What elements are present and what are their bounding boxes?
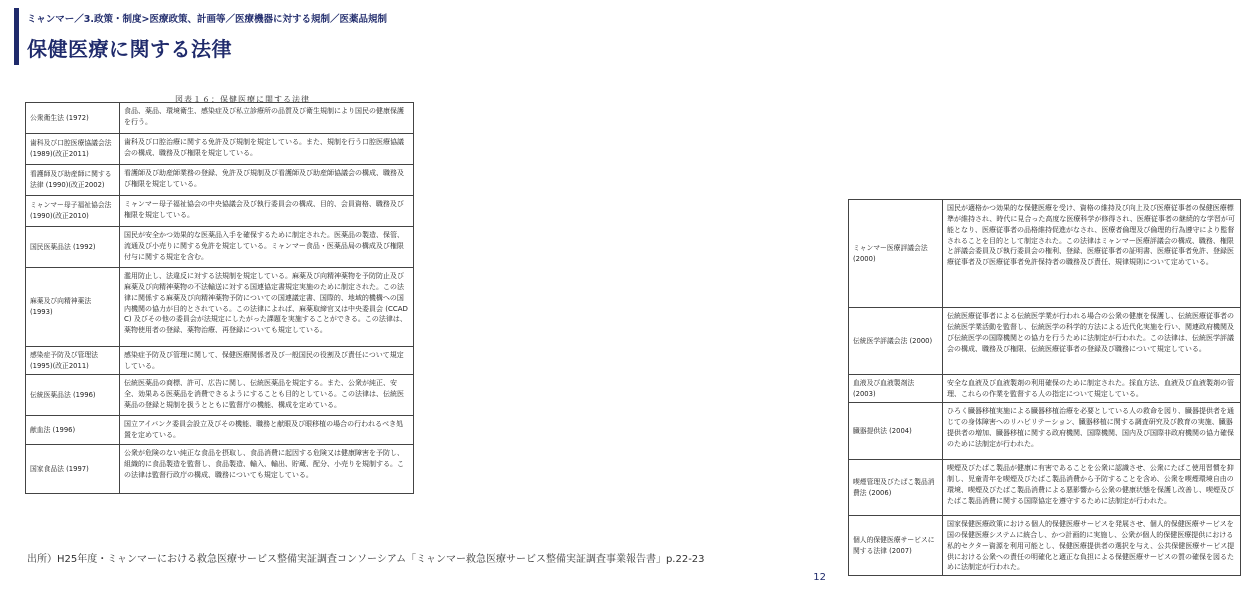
table-row <box>26 196 414 227</box>
law-name: 感染症予防及び管理法 (1995)(改正2011) <box>26 347 120 375</box>
title-accent-bar <box>14 8 19 65</box>
law-description: 喫煙及びたばこ製品が健康に有害であることを公衆に認識させ、公衆にたばこ使用習慣を抑制し、児童青年を喫煙及びたばこ製品消費から予防することを含め、公衆を喫煙環境自由の環境、喫煙及びたばこ製品消費による悪影響から公衆の健康状態を保護し改善し、喫煙及びたばこ製品消費に関する国際協定を遵守するために法制定が行われた。 <box>947 464 1234 505</box>
law-name: 血液及び血液製剤法 (2003) <box>849 375 943 403</box>
table-row <box>26 103 414 134</box>
law-description: 食品、薬品、環境衛生、感染症及び私立診療所の品質及び衛生規制により国民の健康保護を行う。 <box>124 107 404 126</box>
law-name: 喫煙管理及びたばこ製品消費法 (2006) <box>849 460 943 516</box>
law-description: 歯科及び口腔治療に関する免許及び規制を規定している。また、規制を行う口腔医療協議会の構成、職務及び権限を規定している。 <box>124 138 404 157</box>
law-name: 国家食品法 (1997) <box>26 445 120 494</box>
law-description: 看護師及び助産師業務の登録、免許及び規制及び看護師及び助産師協議会の構成、職務及び権限を規定している。 <box>124 169 404 188</box>
law-table-left <box>25 102 414 494</box>
table-row <box>26 134 414 165</box>
table-row <box>849 200 1241 308</box>
law-description: 国立アイバンク委員会設立及びその機能、職務と献眼及び眼移植の場合の行われるべき処置を定めている。 <box>124 420 404 439</box>
law-description: ひろく臓器移植実施による臓器移植治療を必要としている人の救命を図り、臓器提供者を通じての身体障害へのリハビリテーション、臓器移植に関する調査研究及び教育の実施、臓器提供者の増加、臓器移植に関する政府機関、国際機関、国内及び国際非政府機関の協力確保のために法制定が行われた。 <box>947 407 1234 448</box>
table-row <box>26 165 414 196</box>
law-name: 臓器提供法 (2004) <box>849 403 943 460</box>
law-description: 安全な血液及び血液製剤の利用確保のために制定された。採血方法、血液及び血液製剤の管理、これらの作業を監督する人の指定について規定している。 <box>947 379 1234 398</box>
figure-title: 図表１６：保健医療に関する法律 <box>175 95 310 104</box>
law-description: 伝統医療従事者による伝統医学業が行われる場合の公衆の健康を保護し、伝統医療従事者の伝統医学業活動を監督し、伝統医学の科学的方法による近代化実施を行い、関連政府機関及び伝統医学の国際機関との協力を行うために法制定が行われた。この法律は、伝統医学評議会の構成、職務及び権限、伝統医療従事者の登録及び職務について規定している。 <box>947 312 1234 353</box>
table-row <box>849 460 1241 516</box>
law-name: 国民医薬品法 (1992) <box>26 227 120 268</box>
table-row <box>26 347 414 375</box>
law-name: 個人的保健医療サービスに関する法律 (2007) <box>849 516 943 576</box>
law-name: 麻薬及び向精神薬法 (1993) <box>26 268 120 347</box>
law-name: 伝統医学評議会法 (2000) <box>849 308 943 375</box>
law-description: 伝統医薬品の商標、許可、広告に関し、伝統医薬品を規定する。また、公衆が純正、安全、効果ある医薬品を消費できるようにすることも目的としている。この法律は、伝統医薬品の登録と規制を扱うとともに監督庁の機能、構成を定めている。 <box>124 379 404 409</box>
table-row <box>849 516 1241 576</box>
law-description: 公衆が危険のない純正な食品を摂取し、食品消費に起因する危険又は健康障害を予防し、組織的に食品製造を監督し、食品製造、輸入、輸出、貯蔵、配分、小売りを規制する。この法律は監督行政庁の構成、職務についても規定している。 <box>124 449 404 479</box>
table-row <box>849 375 1241 403</box>
law-name: 看護師及び助産師に関する法律 (1990)(改正2002) <box>26 165 120 196</box>
law-description: 感染症予防及び管理に関して、保健医療関係者及び一般国民の役割及び責任について規定している。 <box>124 351 404 370</box>
table-row <box>849 403 1241 460</box>
table-row <box>26 445 414 494</box>
law-name: 献血法 (1996) <box>26 416 120 445</box>
law-description: 国家保健医療政策における個人的保健医療サービスを発展させ、個人的保健医療サービスを国の保健医療システムに統合し、かつ計画的に実施し、公衆が個人的保健医療提供における私的セクター資源を利用可能とし、保健医療提供者の選択を与え、公共保健医療サービス提供における公衆への責任の明確化と適正な負担による保健医療サービスの質の確保を図るために法制定が行われた。 <box>947 520 1235 572</box>
law-description: ミャンマー母子福祉協会の中央協議会及び執行委員会の構成、目的、会員資格、職務及び権限を規定している。 <box>124 200 404 219</box>
law-name: 伝統医薬品法 (1996) <box>26 375 120 416</box>
law-table-right-clip <box>424 96 1235 572</box>
table-row <box>26 268 414 347</box>
page-title: 保健医療に関する法律 <box>27 37 232 61</box>
law-table-right <box>848 199 1241 576</box>
table-row <box>26 375 414 416</box>
source-note: 出所）H25年度・ミャンマーにおける救急医療サービス整備実証調査コンソーシアム「ミャンマー救急医療サービス整備実証調査事業報告書」p.22-23 <box>27 554 705 565</box>
table-row <box>26 227 414 268</box>
table-row <box>26 416 414 445</box>
law-name: 公衆衛生法 (1972) <box>26 103 120 134</box>
law-name: ミャンマー医療評議会法 (2000) <box>849 200 943 308</box>
law-description: 濫用防止し、法違反に対する法規制を規定している。麻薬及び向精神薬物を予防防止及び麻薬及び向精神薬物の不法輸送に対する国連協定書規定実施のために制定された。この法律に関係する麻薬及び向精神薬物予防についての国連議定書、国際的、地域的機構への国内機関の協力が目的とされている。この法律によれば、麻薬取締官又は中央委員会 (CCADC) 及びその他の委員会が法規定にしたがった課題を実施することができる。この法律は、薬物使用者の登録、薬物治療、再登録についても規定している。 <box>124 272 408 335</box>
law-description: 国民が適格かつ効果的な保健医療を受け、資格の維持及び向上及び医療従事者の保健医療標準が維持され、時代に見合った高度な医療科学が修得され、医療従事者の継続的な学習が可能となり、医療従事者の品格維持促進がなされ、医療者倫理及び倫理的行為遵守により監督されることを目的として制定された。この法律はミャンマー医療評議会の構成、職務、権限と評議会委員及び執行委員会の権利、登録、医療従事者の証明書、医療従事者免許、登録医療従事者及び医療従事者免許保持者の職務及び責任、規律規則について定めている。 <box>947 204 1235 267</box>
law-name: ミャンマー母子福祉協会法 (1990)(改正2010) <box>26 196 120 227</box>
law-name: 歯科及び口腔医療協議会法 (1989)(改正2011) <box>26 134 120 165</box>
law-description: 国民が安全かつ効果的な医薬品入手を確保するために制定された。医薬品の製造、保管、流通及び小売りに関する免許を規定している。ミャンマー食品・医薬品局の構成及び権限付与に関する規定を含む。 <box>124 231 404 261</box>
table-row <box>849 308 1241 375</box>
breadcrumb: ミャンマー／3.政策・制度>医療政策、計画等／医療機器に対する規制／医薬品規制 <box>27 14 387 25</box>
page-number: 12 <box>813 572 826 583</box>
